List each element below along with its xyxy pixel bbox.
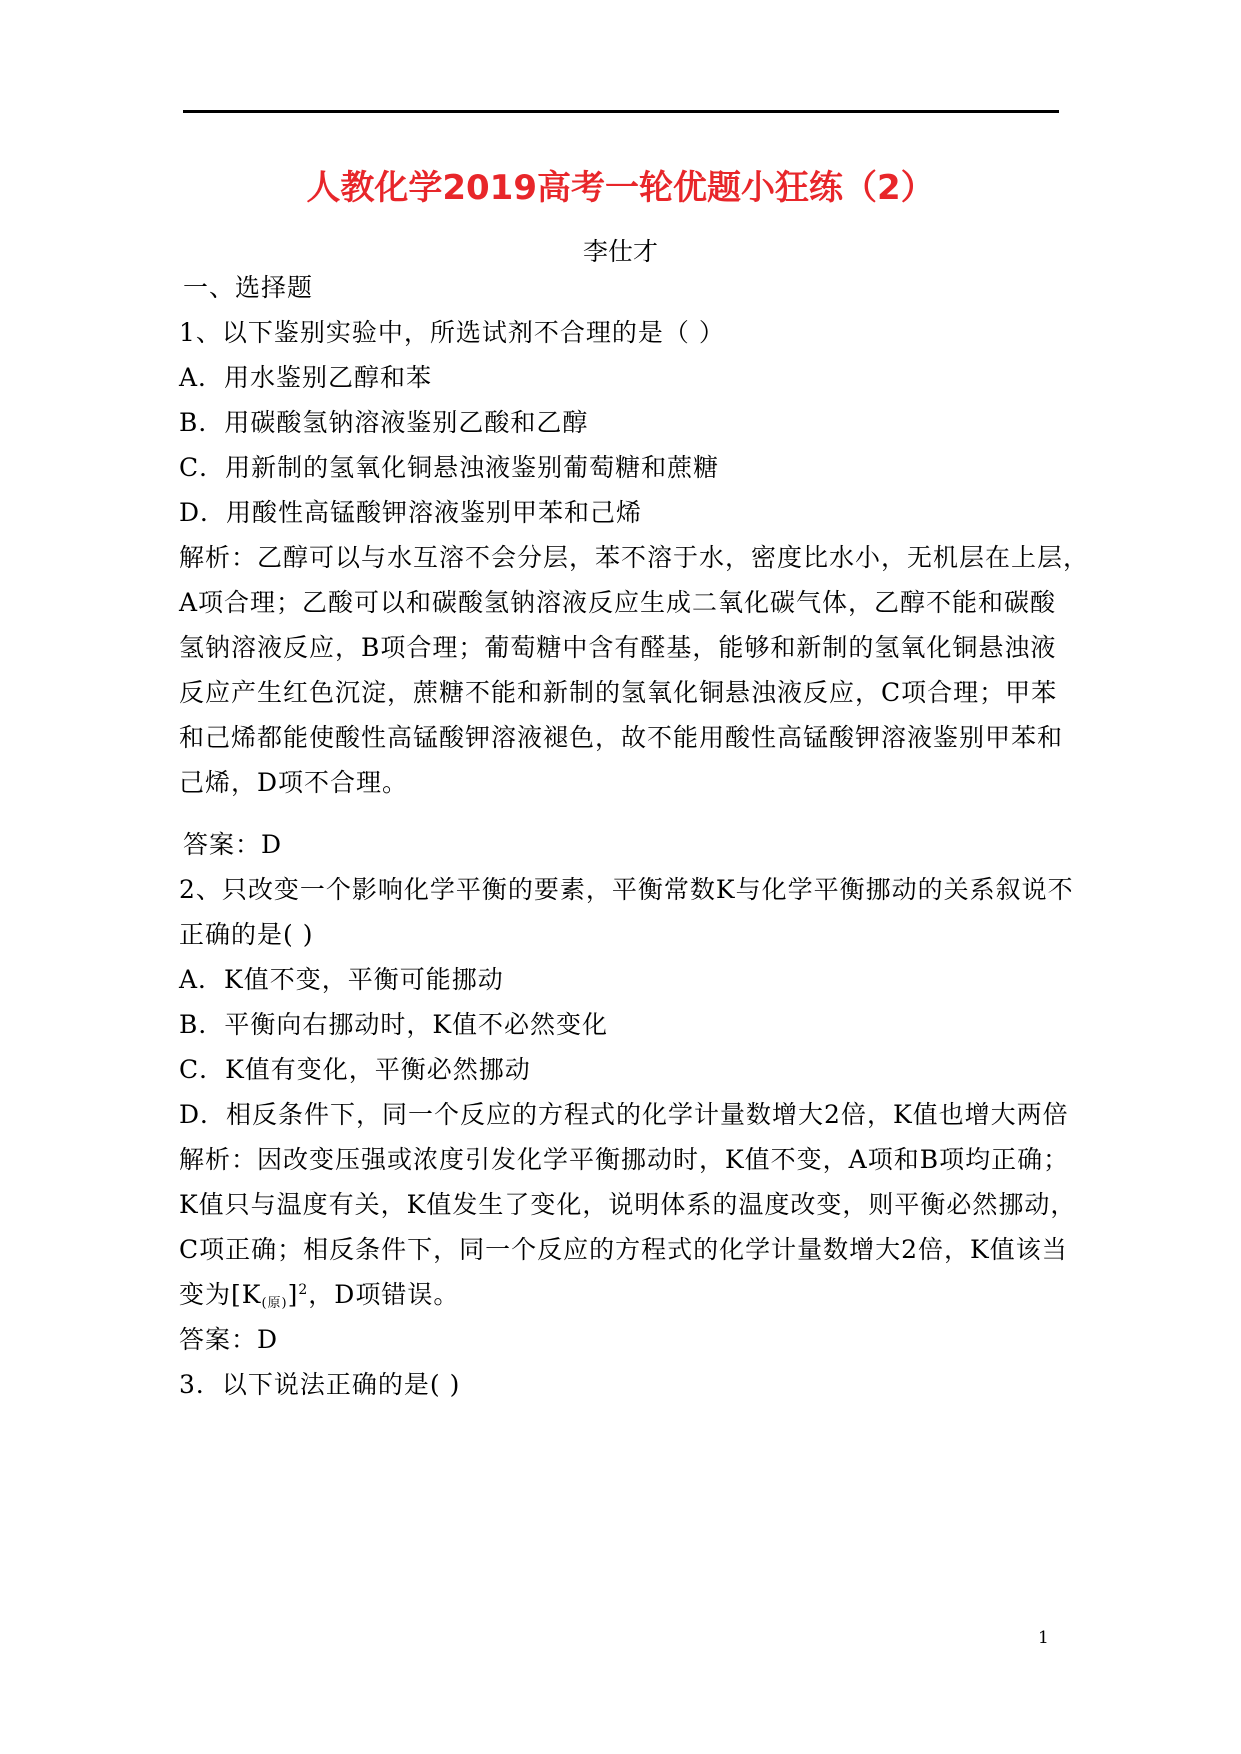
q1-analysis-line: 和己烯都能使酸性高锰酸钾溶液褪色，故不能用酸性高锰酸钾溶液鉴别甲苯和: [179, 723, 1064, 752]
formula-subscript: (原): [261, 1296, 288, 1311]
q2-stem-line: 2、只改变一个影响化学平衡的要素，平衡常数K与化学平衡挪动的关系叙说不: [179, 875, 1074, 904]
q2-option-d: D．相反条件下，同一个反应的方程式的化学计量数增大2倍，K值也增大两倍: [179, 1100, 1069, 1129]
q1-analysis-line: 己烯，D项不合理。: [179, 768, 409, 797]
q2-answer: 答案：D: [179, 1325, 279, 1354]
q2-option-a: A．K值不变，平衡可能挪动: [179, 965, 504, 994]
q1-option-c: C．用新制的氢氧化铜悬浊液鉴别葡萄糖和蔗糖: [179, 453, 720, 482]
q1-analysis-line: 氢钠溶液反应，B项合理；葡萄糖中含有醛基，能够和新制的氢氧化铜悬浊液: [179, 633, 1057, 662]
formula-pre: 变为[K: [179, 1280, 262, 1309]
q1-analysis-line: 反应产生红色沉淀，蔗糖不能和新制的氢氧化铜悬浊液反应，C项合理；甲苯: [179, 678, 1058, 707]
author: 李仕才: [582, 237, 658, 266]
document-title: 人教化学2019高考一轮优题小狂练（2）: [306, 168, 935, 208]
q2-analysis-line: K值只与温度有关，K值发生了变化，说明体系的温度改变，则平衡必然挪动，: [179, 1190, 1077, 1219]
q2-analysis-line-formula: [179, 1275, 459, 1311]
q2-option-c: C．K值有变化，平衡必然挪动: [179, 1055, 531, 1084]
q1-option-d: D．用酸性高锰酸钾溶液鉴别甲苯和己烯: [179, 498, 643, 527]
q2-option-b: B．平衡向右挪动时，K值不必然变化: [179, 1010, 609, 1039]
q2-stem-line: 正确的是( ): [179, 920, 314, 949]
q3-stem: 3．以下说法正确的是( ): [179, 1370, 461, 1399]
q1-analysis-line: 解析：乙醇可以与水互溶不会分层，苯不溶于水，密度比水小，无机层在上层，: [179, 543, 1090, 572]
q1-analysis-line: A项合理；乙酸可以和碳酸氢钠溶液反应生成二氧化碳气体，乙醇不能和碳酸: [179, 588, 1057, 617]
header-rule: [183, 110, 1059, 113]
formula-bracket: ]: [287, 1280, 299, 1309]
q2-analysis-line: C项正确；相反条件下，同一个反应的方程式的化学计量数增大2倍，K值该当: [179, 1235, 1068, 1264]
formula-post: ，D项错误。: [308, 1280, 460, 1309]
q2-analysis-line: 解析：因改变压强或浓度引发化学平衡挪动时，K值不变，A项和B项均正确；: [179, 1145, 1070, 1174]
section-heading: 一、选择题: [183, 273, 314, 302]
q1-stem: 1、以下鉴别实验中，所选试剂不合理的是（ ）: [179, 318, 725, 347]
q1-option-b: B．用碳酸氢钠溶液鉴别乙酸和乙醇: [179, 408, 589, 437]
q1-option-a: A．用水鉴别乙醇和苯: [179, 363, 433, 392]
formula-superscript: 2: [298, 1282, 309, 1298]
q1-answer: 答案：D: [183, 830, 283, 859]
page-number: 1: [1038, 1628, 1049, 1648]
